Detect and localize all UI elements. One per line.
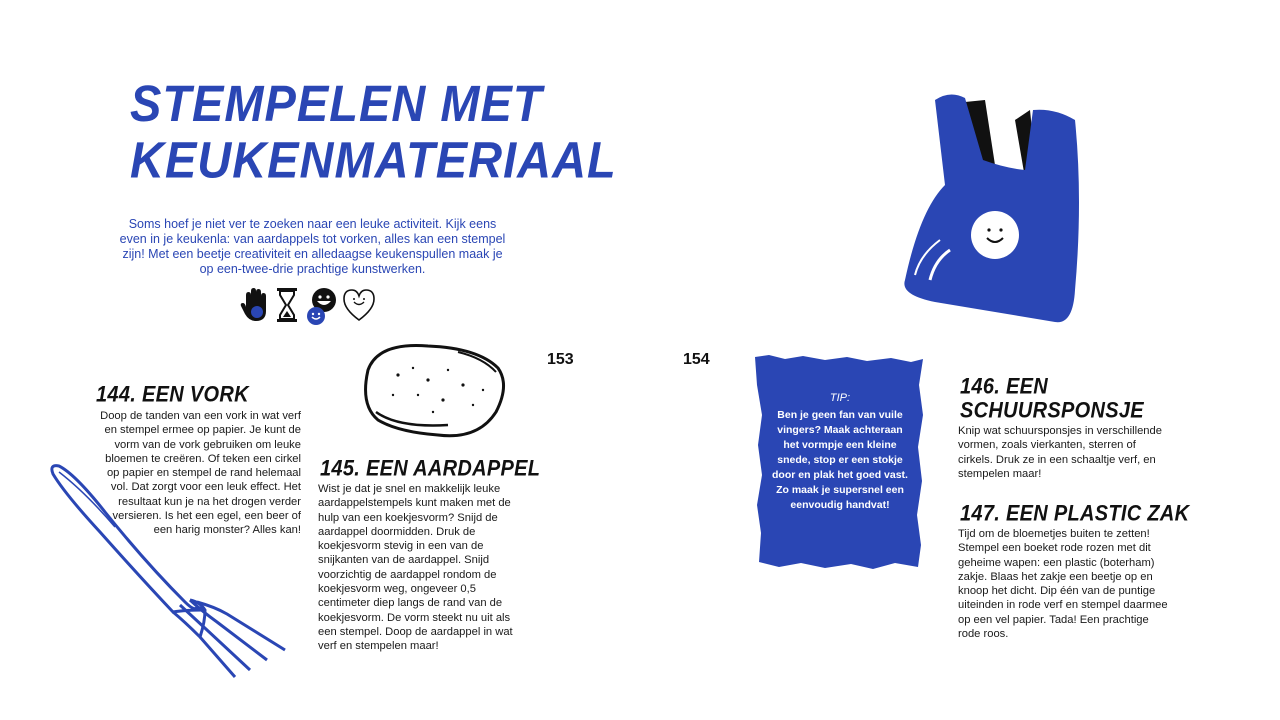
page-title — [130, 74, 617, 189]
page-number-right: 154 — [683, 351, 710, 368]
activity-icons — [240, 287, 380, 327]
hand-icon — [240, 287, 272, 323]
plastic-bag-illustration — [895, 90, 1095, 330]
heading-144: 144. EEN VORK — [96, 382, 249, 408]
title-line-1: STEMPELEN MET — [130, 74, 543, 132]
body-144: Doop de tanden van een vork in wat verf en stempel ermee op papier. Je kunt de vorm van de vork gebruiken om leuke bloemen te creëren. Of teken een cirkel op papier en stempel de rand helemaal vol. Dat zorgt voor een leuk effect. Het resultaat kun je na het drogen verder versieren. Is het een egel, een beer of een harig monster? Alles kan! — [100, 410, 301, 537]
hourglass-icon — [275, 287, 299, 323]
heart-icon — [342, 287, 376, 323]
body-145: Wist je dat je snel en makkelijk leuke aardappelstempels kunt maken met de hulp van een koekjesvorm? Snijd de aardappel doormidden. Druk de koekjesvorm stevig in een van de snijkanten van de aardappel. Snijd voorzichtig de aardappel rondom de koekjesvorm weg, ongeveer 0,5 centimeter diep langs de rand van de koekjesvorm. De vorm steekt nu uit als een stempel. Doop de aardappel in wat verf en stempelen maar! — [318, 483, 513, 653]
page-number-left: 153 — [547, 351, 574, 368]
tip-text: Ben je geen fan van vuile vingers? Maak achteraan het vormpje een kleine snede, stop er een stokje door en plak het goed vast. Zo maak je supersnel een eenvoudig handvat! — [772, 409, 908, 511]
heading-146 — [960, 375, 1144, 423]
potato-illustration — [358, 340, 508, 445]
faces-icon — [304, 287, 338, 327]
heading-147: 147. EEN PLASTIC ZAK — [960, 501, 1190, 527]
body-147: Tijd om de bloemetjes buiten te zetten! Stempel een boeket rode rozen met dit geheime wapen: een plastic (boterham) zakje. Blaas het zakje een beetje op en knoop het dicht. Dip één van de puntige uiteinden in rode verf en stempel daarmee op een vel papier. Tada! Een prachtige rode roos. — [958, 528, 1168, 641]
body-146: Knip wat schuursponsjes in verschillende vormen, zoals vierkanten, sterren of cirkels. Druk ze in een schaaltje verf, en stempelen maar! — [958, 425, 1162, 480]
intro-text: Soms hoef je niet ver te zoeken naar een leuke activiteit. Kijk eens even in je keukenla: van aardappels tot vorken, alles kan een stempel zijn! Met een beetje creativiteit en alledaagse keukenspullen maak je op een-twee-drie prachtige kunstwerken. — [119, 217, 506, 276]
title-line-2: KEUKENMATERIAAL — [130, 130, 617, 189]
heading-145: 145. EEN AARDAPPEL — [320, 456, 541, 482]
heading-146-line-1: 146. EEN — [960, 374, 1049, 399]
heading-146-line-2: SCHUURSPONSJE — [960, 399, 1144, 424]
tip-label: TIP: — [829, 392, 851, 404]
